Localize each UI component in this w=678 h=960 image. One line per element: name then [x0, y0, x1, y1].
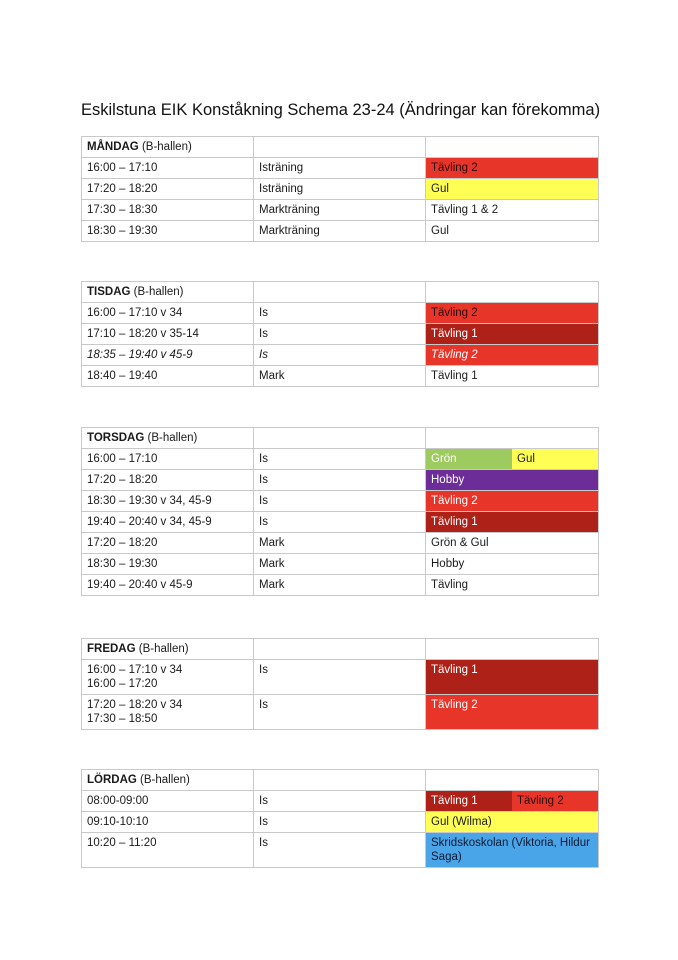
type-cell: Is — [254, 660, 426, 695]
time-cell — [82, 660, 254, 695]
table-header-row — [82, 639, 599, 660]
empty-cell — [254, 282, 426, 303]
group-cell: Tävling 2 — [426, 695, 599, 730]
group-cell: Tävling 2 — [426, 303, 599, 324]
time-cell: 17:10 – 18:20 v 35-14 — [82, 324, 254, 345]
group-cell: Tävling 1 — [426, 660, 599, 695]
hall-name: (B-hallen) — [135, 643, 189, 655]
table-row — [82, 345, 599, 366]
schedule-table-fredag — [81, 638, 599, 730]
group-cell: Hobby — [426, 554, 599, 575]
time-line: 16:00 – 17:20 — [87, 678, 158, 690]
group-cell: Tävling 1 — [426, 512, 599, 533]
table-row — [82, 791, 599, 812]
time-cell: 17:20 – 18:20 — [82, 533, 254, 554]
empty-cell — [426, 137, 599, 158]
time-cell: 19:40 – 20:40 v 34, 45-9 — [82, 512, 254, 533]
hall-name: (B-hallen) — [136, 774, 190, 786]
group-cell: Tävling 1 & 2 — [426, 200, 599, 221]
type-cell: Is — [254, 449, 426, 470]
time-cell: 19:40 – 20:40 v 45-9 — [82, 575, 254, 596]
empty-cell — [254, 428, 426, 449]
table-row — [82, 512, 599, 533]
day-name: LÖRDAG — [87, 774, 137, 786]
group-tavling-2: Tävling 2 — [512, 791, 598, 811]
group-cell: Tävling 1 — [426, 366, 599, 387]
table-row — [82, 833, 599, 868]
group-cell: Tävling 1 — [426, 324, 599, 345]
group-gron: Grön — [426, 449, 512, 469]
day-name: FREDAG — [87, 643, 136, 655]
table-row — [82, 324, 599, 345]
time-cell: 17:20 – 18:20 — [82, 179, 254, 200]
time-cell: 16:00 – 17:10 — [82, 449, 254, 470]
group-cell: Gul — [426, 179, 599, 200]
type-cell: Is — [254, 812, 426, 833]
table-row — [82, 366, 599, 387]
type-cell: Is — [254, 470, 426, 491]
table-row — [82, 491, 599, 512]
table-header-row — [82, 770, 599, 791]
schedule-table-tisdag — [81, 281, 599, 387]
type-cell: Is — [254, 491, 426, 512]
table-row — [82, 812, 599, 833]
group-cell: Tävling 2 — [426, 491, 599, 512]
time-cell: 10:20 – 11:20 — [82, 833, 254, 868]
group-cell: Hobby — [426, 470, 599, 491]
hall-name: (B-hallen) — [138, 141, 192, 153]
group-tavling-1: Tävling 1 — [426, 791, 512, 811]
page-title: Eskilstuna EIK Konståkning Schema 23-24 (Ändringar kan förekomma) — [81, 101, 601, 119]
time-line: 16:00 – 17:10 v 34 — [87, 664, 183, 676]
hall-name: (B-hallen) — [144, 432, 198, 444]
type-cell: Mark — [254, 575, 426, 596]
time-cell: 16:00 – 17:10 v 34 — [82, 303, 254, 324]
table-row — [82, 449, 599, 470]
day-heading — [82, 137, 254, 158]
group-cell: Tävling 2 — [426, 345, 599, 366]
time-cell: 17:20 – 18:20 — [82, 470, 254, 491]
type-cell: Mark — [254, 554, 426, 575]
group-cell-split — [426, 791, 599, 812]
empty-cell — [426, 770, 599, 791]
group-cell: Tävling 2 — [426, 158, 599, 179]
table-row — [82, 179, 599, 200]
group-cell: Gul (Wilma) — [426, 812, 599, 833]
empty-cell — [254, 137, 426, 158]
schedule-table-torsdag — [81, 427, 599, 596]
time-cell: 09:10-10:10 — [82, 812, 254, 833]
empty-cell — [254, 770, 426, 791]
type-cell: Is — [254, 324, 426, 345]
table-row — [82, 695, 599, 730]
table-row — [82, 470, 599, 491]
table-row — [82, 533, 599, 554]
time-cell: 18:40 – 19:40 — [82, 366, 254, 387]
time-cell: 18:30 – 19:30 — [82, 221, 254, 242]
schedule-table-mandag — [81, 136, 599, 242]
table-header-row — [82, 428, 599, 449]
time-cell: 18:35 – 19:40 v 45-9 — [82, 345, 254, 366]
group-cell: Skridskoskolan (Viktoria, Hildur Saga) — [426, 833, 599, 868]
empty-cell — [426, 282, 599, 303]
empty-cell — [254, 639, 426, 660]
table-header-row — [82, 137, 599, 158]
time-cell: 18:30 – 19:30 v 34, 45-9 — [82, 491, 254, 512]
table-row — [82, 200, 599, 221]
group-cell: Tävling — [426, 575, 599, 596]
day-name: TORSDAG — [87, 432, 145, 444]
type-cell: Markträning — [254, 221, 426, 242]
type-cell: Is — [254, 303, 426, 324]
day-heading — [82, 428, 254, 449]
group-cell: Gul — [426, 221, 599, 242]
type-cell: Mark — [254, 366, 426, 387]
type-cell: Is — [254, 791, 426, 812]
type-cell: Markträning — [254, 200, 426, 221]
type-cell: Isträning — [254, 179, 426, 200]
empty-cell — [426, 639, 599, 660]
time-cell: 17:30 – 18:30 — [82, 200, 254, 221]
time-cell: 16:00 – 17:10 — [82, 158, 254, 179]
group-gul: Gul — [512, 449, 598, 469]
time-cell: 18:30 – 19:30 — [82, 554, 254, 575]
table-row — [82, 575, 599, 596]
table-row — [82, 660, 599, 695]
table-row — [82, 303, 599, 324]
table-row — [82, 221, 599, 242]
time-line: 17:30 – 18:50 — [87, 713, 158, 725]
type-cell: Mark — [254, 533, 426, 554]
time-cell: 08:00-09:00 — [82, 791, 254, 812]
day-name: MÅNDAG — [87, 141, 139, 153]
type-cell: Is — [254, 345, 426, 366]
group-cell-split — [426, 449, 599, 470]
table-row — [82, 158, 599, 179]
day-heading — [82, 770, 254, 791]
table-row — [82, 554, 599, 575]
schedule-table-lordag — [81, 769, 599, 868]
type-cell: Is — [254, 695, 426, 730]
group-cell: Grön & Gul — [426, 533, 599, 554]
time-cell — [82, 695, 254, 730]
day-heading — [82, 282, 254, 303]
table-header-row — [82, 282, 599, 303]
empty-cell — [426, 428, 599, 449]
type-cell: Isträning — [254, 158, 426, 179]
day-name: TISDAG — [87, 286, 131, 298]
type-cell: Is — [254, 512, 426, 533]
type-cell: Is — [254, 833, 426, 868]
time-line: 17:20 – 18:20 v 34 — [87, 699, 183, 711]
day-heading — [82, 639, 254, 660]
hall-name: (B-hallen) — [130, 286, 184, 298]
